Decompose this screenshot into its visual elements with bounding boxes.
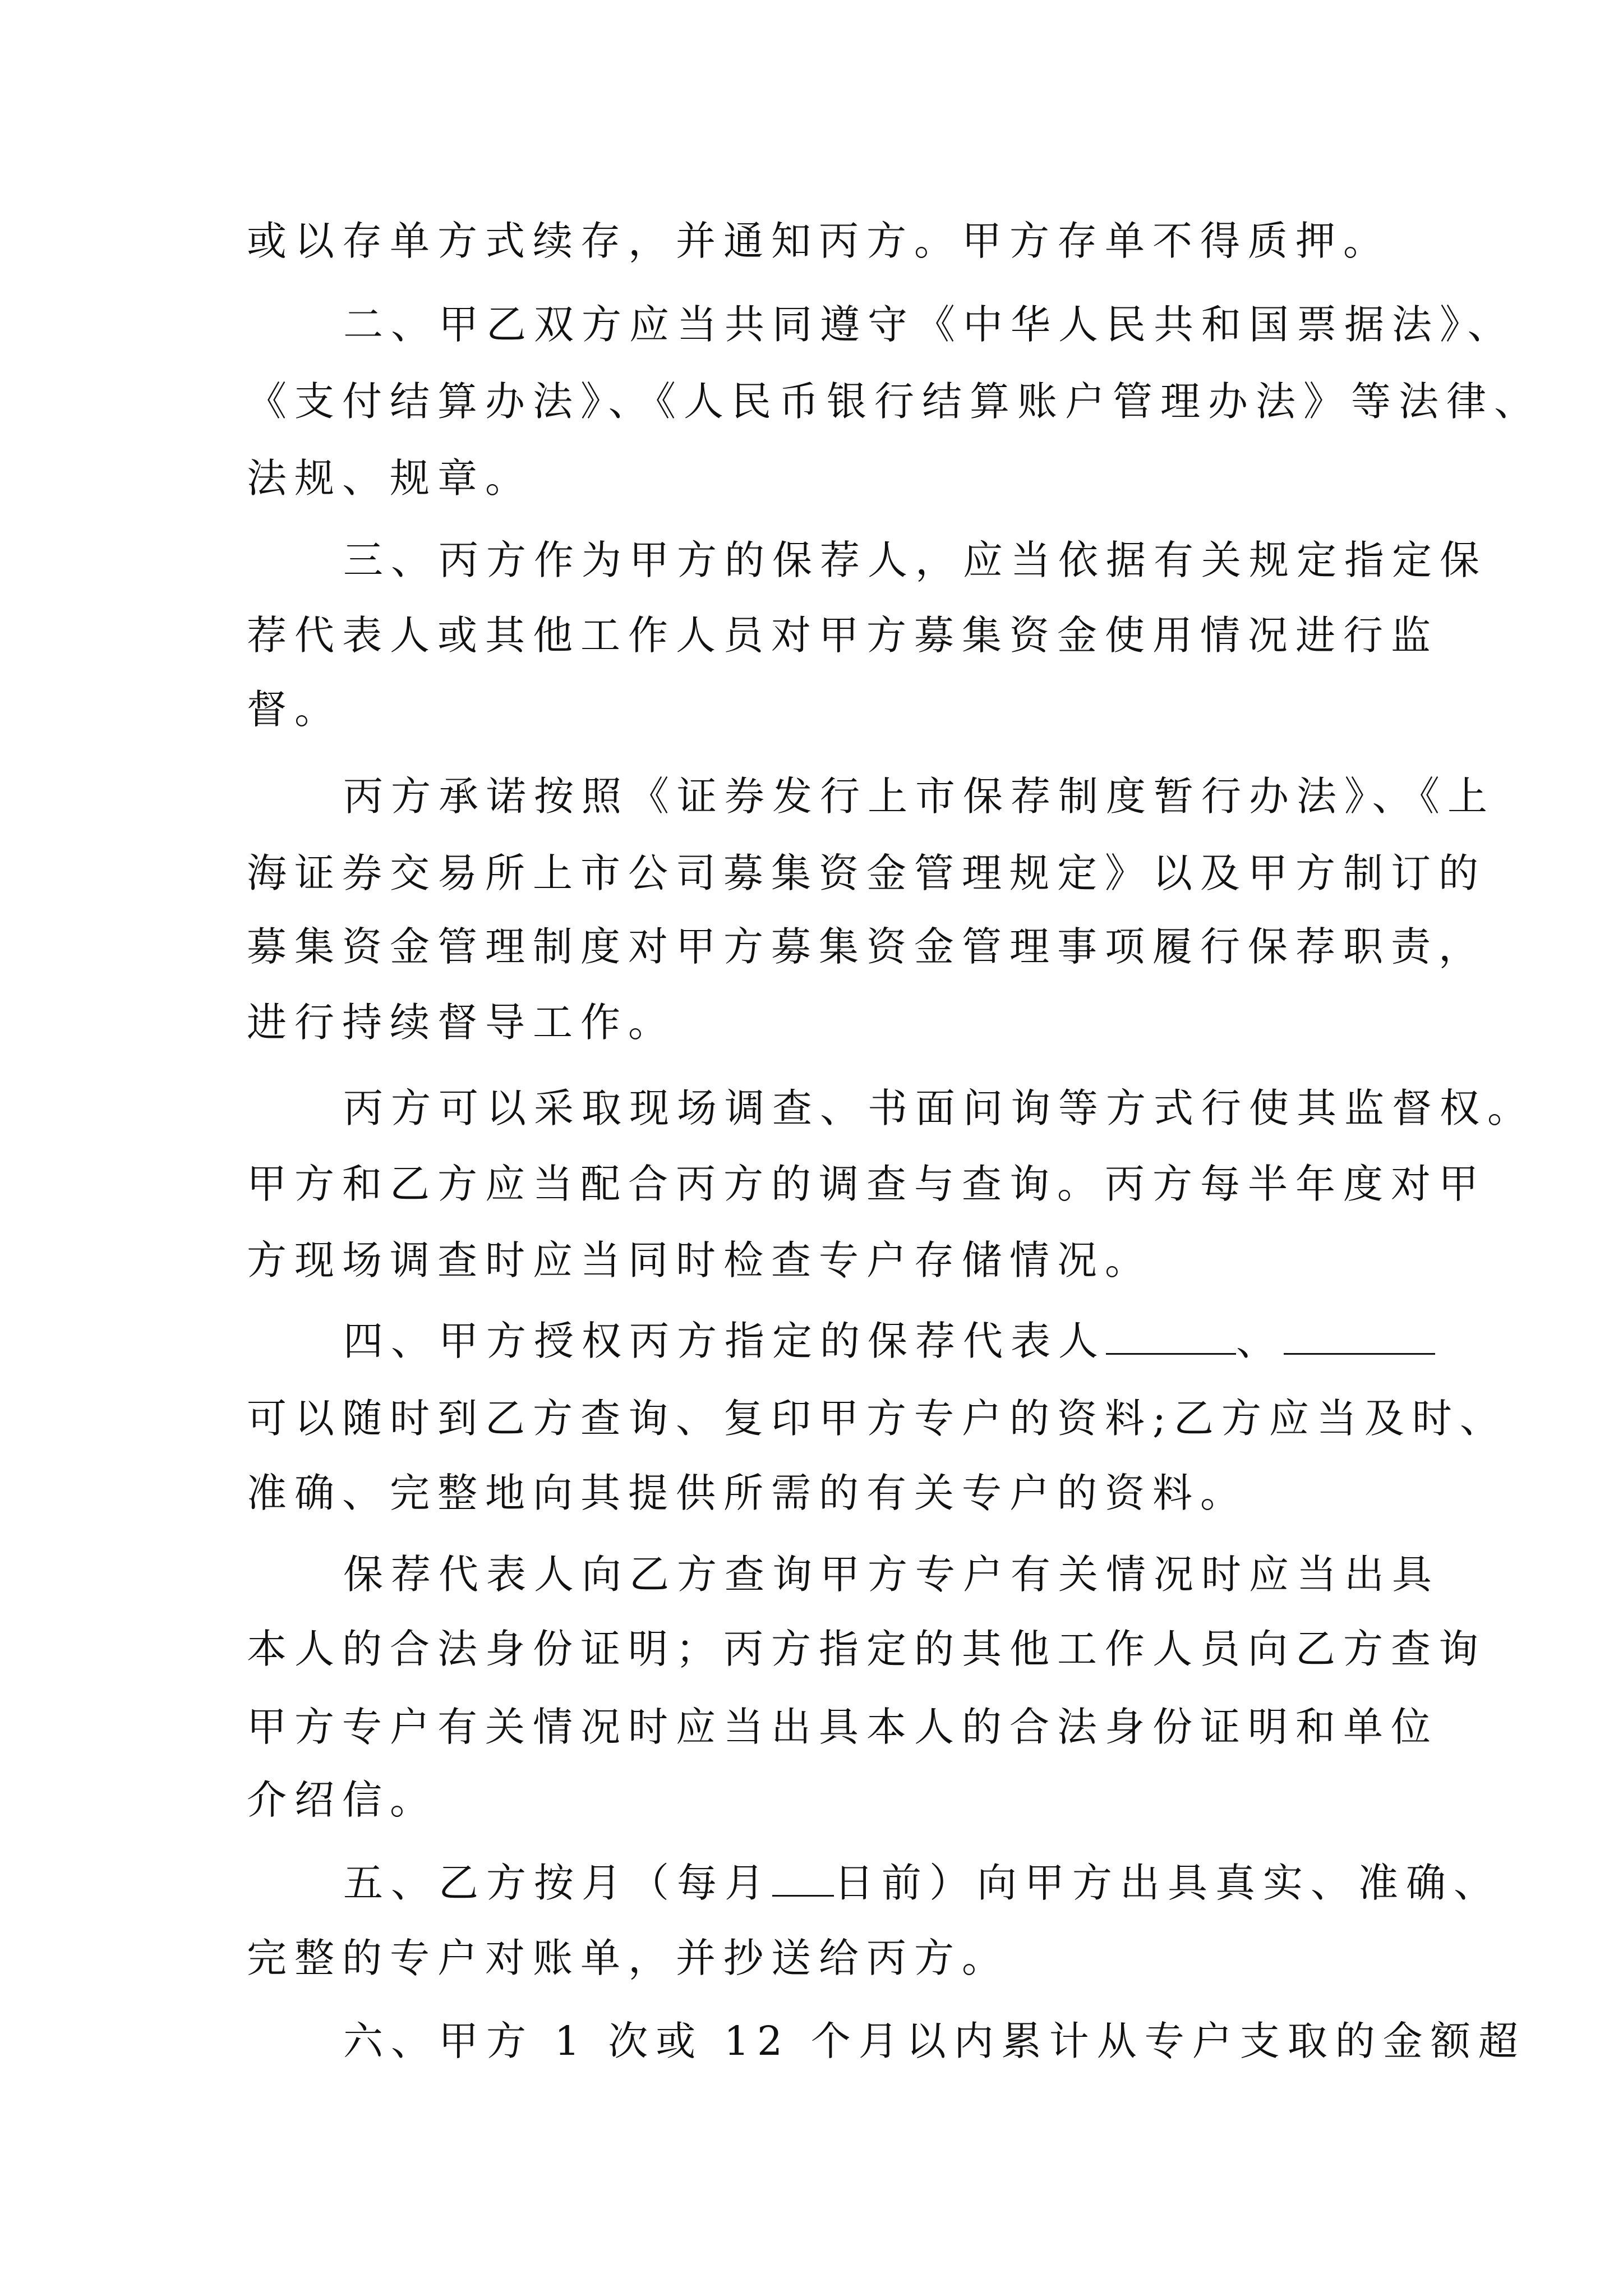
- text-line-20: 甲方专户有关情况时应当出具本人的合法身份证明和单位: [247, 1704, 1439, 1750]
- text-line-4: 法规、规章。: [247, 455, 533, 501]
- text-line-1: 或以存单方式续存，并通知丙方。甲方存单不得质押。: [247, 218, 1391, 264]
- text-line-11: 进行持续督导工作。: [247, 999, 676, 1046]
- blank-field-2: [1284, 1318, 1435, 1355]
- text-line-22: [343, 1849, 1501, 1917]
- text-line-13: 甲方和乙方应当配合丙方的调查与查询。丙方每半年度对甲: [247, 1161, 1487, 1207]
- text-line-16: 可以随时到乙方查询、复印甲方专户的资料;乙方应当及时、: [247, 1395, 1507, 1442]
- blank-field-1: [1106, 1318, 1236, 1355]
- blank-field-3: [772, 1860, 834, 1897]
- text-line-15-part-1: 四、甲方授权丙方指定的保荐代表人: [343, 1318, 1106, 1364]
- text-line-23: 完整的专户对账单，并抄送给丙方。: [247, 1935, 1010, 1981]
- text-line-9: 海证券交易所上市公司募集资金管理规定》以及甲方制订的: [247, 850, 1487, 896]
- text-line-3: 《支付结算办法》、《人民币银行结算账户管理办法》等法律、: [247, 378, 1542, 425]
- text-line-7: 督。: [247, 686, 343, 733]
- text-line-18: 保荐代表人向乙方查询甲方专户有关情况时应当出具: [343, 1551, 1440, 1598]
- text-line-12: 丙方可以采取现场调查、书面问询等方式行使其监督权。: [343, 1085, 1536, 1131]
- text-line-22-part-2: 日前）向甲方出具真实、准确、: [834, 1860, 1502, 1906]
- text-line-2: 二、甲乙双方应当共同遵守《中华人民共和国票据法》、: [343, 301, 1515, 348]
- text-line-24: 六、甲方 1 次或 12 个月以内累计从专户支取的金额超: [343, 2018, 1526, 2064]
- text-line-6: 荐代表人或其他工作人员对甲方募集资金使用情况进行监: [247, 612, 1439, 659]
- text-line-15-part-2: 、: [1236, 1318, 1284, 1364]
- text-line-17: 准确、完整地向其提供所需的有关专户的资料。: [247, 1470, 1248, 1516]
- text-line-5: 三、丙方作为甲方的保荐人，应当依据有关规定指定保: [343, 537, 1488, 583]
- text-line-15: [343, 1308, 1435, 1375]
- text-line-22-part-1: 五、乙方按月（每月: [343, 1860, 773, 1906]
- text-line-10: 募集资金管理制度对甲方募集资金管理事项履行保荐职责，: [247, 923, 1487, 970]
- text-line-14: 方现场调查时应当同时检查专户存储情况。: [247, 1237, 1153, 1283]
- text-line-21: 介绍信。: [247, 1777, 438, 1823]
- text-line-19: 本人的合法身份证明；丙方指定的其他工作人员向乙方查询: [247, 1626, 1487, 1672]
- text-line-8: 丙方承诺按照《证券发行上市保荐制度暂行办法》、《上: [343, 773, 1496, 820]
